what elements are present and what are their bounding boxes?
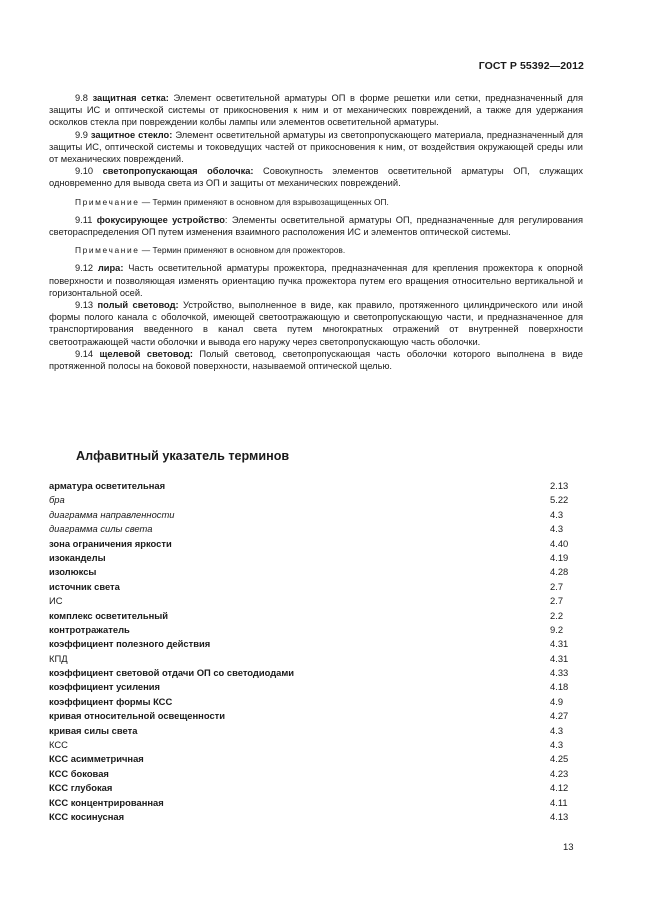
definitions-section [49,92,583,372]
index-term: изоканделы [49,551,106,563]
index-row [49,493,579,507]
index-ref: 2.13 [550,480,569,491]
index-term: коэффициент формы КСС [49,695,173,707]
index-ref: 4.31 [550,638,569,650]
index-row [49,508,579,522]
definition-sep: : [224,214,228,225]
index-ref: 5.22 [550,494,569,506]
definition-sep: : [169,129,173,140]
index-ref: 4.13 [550,810,569,822]
index-row [49,752,579,766]
index-term: коэффициент полезного действия [49,638,211,650]
index-term: КПД [49,652,68,664]
definition-text: Элементы осветительной арматуры ОП, предназначенные для регулирования светораспределения ОП путем изменения взаимного расположения ИС и элементов оптической системы. [49,214,583,238]
note-text: — Термин применяют в основном для взрывозащищенных ОП. [139,196,389,207]
index-row [49,637,579,651]
index-ref: 4.19 [550,551,569,563]
index-term: коэффициент световой отдачи ОП со светодиодами [49,667,295,679]
definition-term: щелевой световод: [99,348,193,359]
index-row [49,695,579,709]
definition-number: 9.12 [75,263,94,274]
definition-text: Устройство, выполненное в виде, как правило, протяженного цилиндрического или иной формы полого канала с оболочкой, имеющей светоотражающую и светопропускающую части, и предназначенное для транспортирования введенного в канал света путем многократных отражений от внутренней поверхности светоотражающей части оболочки и вывода его наружу через светопропускающую часть оболочки. [49,300,583,347]
definition-9-9 [49,129,583,166]
index-ref: 4.33 [550,667,569,679]
note-2 [49,244,583,256]
definition-term: лира: [97,263,124,274]
index-row [49,781,579,795]
index-row [49,666,579,680]
standard-header: ГОСТ Р 55392—2012 [478,60,584,72]
index-ref: 4.3 [550,739,564,751]
index-term: ИС [49,595,63,607]
definition-number: 9.11 [75,214,93,225]
index-term: КСС глубокая [49,782,113,794]
index-term: КСС концентрированная [49,796,164,808]
definition-9-12 [49,262,583,299]
definition-text: Часть осветительной арматуры прожектора, предназначенная для крепления прожектора к опорной поверхности и позволяющая изменять ориентацию пучка прожектора путем его вращения относительно вертикальной и горизонтальной осей. [49,263,583,298]
index-ref: 4.25 [550,753,569,765]
index-row [49,709,579,723]
index-term: КСС асимметричная [49,753,144,765]
index-row [49,680,579,694]
index-ref: 4.3 [550,508,564,520]
index-row [49,522,579,536]
index-ref: 4.27 [550,710,569,722]
index-ref: 4.11 [550,796,568,808]
index-term: диаграмма силы света [49,523,153,535]
index-row [49,738,579,752]
index-ref: 4.31 [550,652,569,664]
index-term: арматура осветительная [49,480,166,491]
index-term: КСС косинусная [49,810,125,822]
index-term: коэффициент усиления [49,681,161,693]
index-row [49,796,579,810]
index-row [49,594,579,608]
index-ref: 4.3 [550,523,564,535]
note-text: — Термин применяют в основном для прожекторов. [139,245,346,256]
note-label: Примечание [75,245,140,256]
index-ref: 4.9 [550,695,564,707]
index-row [49,652,579,666]
page-number: 13 [563,842,574,853]
index-ref: 4.28 [550,566,569,578]
index-term: источник света [49,580,120,592]
index-row [49,623,579,637]
term-index [49,479,579,824]
definition-sep: : [165,93,169,103]
index-ref: 4.18 [550,681,569,693]
definition-term: фокусирующее устройство [96,214,225,225]
definition-term: полый световод: [97,300,179,311]
index-ref: 4.12 [550,782,569,794]
index-ref: 4.40 [550,537,569,549]
index-term: комплекс осветительный [49,609,169,621]
definition-text: Элемент осветительной арматуры ОП в форме решетки или сетки, предназначенный для защиты ИС и оптической системы от прикосновения к ним и от механических повреждений, а также для удержания осколков стекла при повреждении колбы лампы или элементов осветительной арматуры. [49,93,584,128]
index-ref: 2.2 [550,609,564,621]
index-term: кривая относительной освещенности [49,710,226,722]
definition-text: Элемент осветительной арматуры из светопропускающего материала, предназначенный для защиты ИС, оптической системы и токоведущих частей от прикосновения к ним, от воздействия окружающей среды или от механических повреждений. [49,129,583,165]
index-term: кривая силы света [49,724,138,736]
note-1 [49,196,583,208]
definition-9-13 [49,299,583,348]
index-ref: 2.7 [550,595,564,607]
definition-term: светопропускающая оболочка: [102,166,254,177]
index-row [49,767,579,781]
note-label: Примечание [75,196,140,207]
index-row [49,537,579,551]
definition-number: 9.13 [75,300,94,311]
index-ref: 2.7 [550,580,564,592]
definition-9-10 [49,165,583,189]
definition-9-14 [49,348,583,372]
index-term: контротражатель [49,623,130,635]
index-term: зона ограничения яркости [49,537,172,549]
index-ref: 4.23 [550,767,569,779]
index-row [49,479,579,493]
index-ref: 9.2 [550,623,564,635]
index-title: Алфавитный указатель терминов [76,449,290,463]
index-row [49,580,579,594]
definition-9-11 [49,214,583,238]
index-term: изолюксы [49,566,97,578]
definition-number: 9.9 [75,129,88,140]
definition-text: Полый световод, светопропускающая часть оболочки которого выполнена в виде протяженной полосы на боковой поверхности, называемой оптической щелью. [49,348,583,372]
index-row [49,565,579,579]
definition-term: защитное стекло [90,129,170,140]
index-term: КСС боковая [49,767,109,779]
index-row [49,724,579,738]
definition-term: защитная сетка [92,93,166,103]
definition-9-8 [49,92,583,129]
definition-text: Совокупность элементов осветительной арматуры ОП, служащих одновременно для вывода света из ОП и защиты от механических повреждений. [49,166,583,189]
index-term: диаграмма направленности [49,508,175,520]
definition-number: 9.8 [75,93,88,103]
index-row [49,609,579,623]
index-term: КСС [49,739,68,751]
index-term: бра [49,494,65,506]
index-row [49,551,579,565]
index-row [49,810,579,824]
definition-number: 9.14 [75,348,94,359]
index-ref: 4.3 [550,724,564,736]
definition-number: 9.10 [75,166,94,177]
